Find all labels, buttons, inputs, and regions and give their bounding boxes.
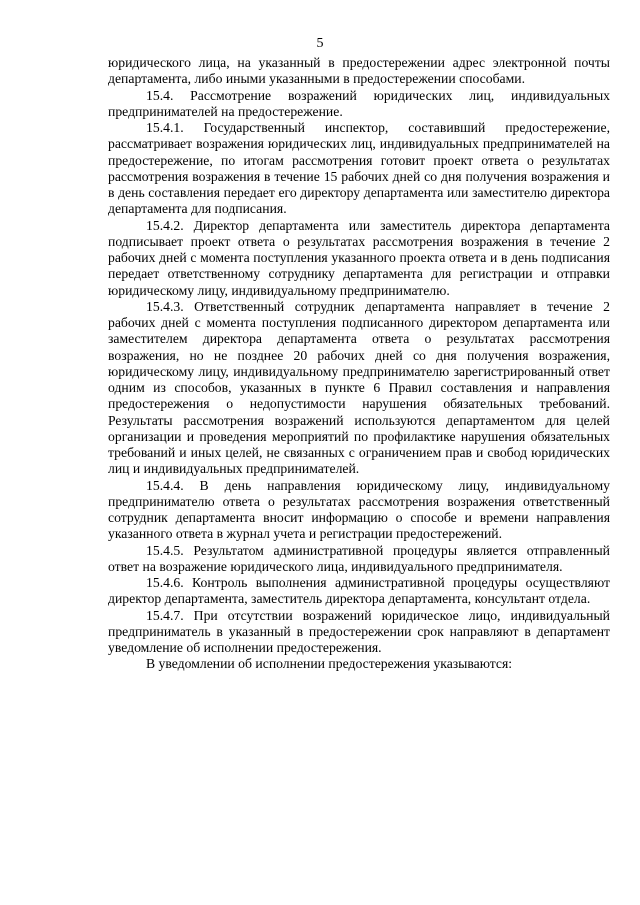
page-number: 5 [316, 36, 324, 51]
document-body [108, 55, 610, 673]
paragraph-notification-intro: В уведомлении об исполнении предостережения указываются: [146, 656, 513, 672]
paragraph-15-4-4: 15.4.4. В день направления юридическому лицу, индивидуальному предпринимателю ответа о результатах рассмотрения возражения ответственный сотрудник департамента вносит информацию о способе и времени направления указанного ответа в журнал учета и регистрации предостережений. [108, 477, 610, 542]
paragraph-15-4-5: 15.4.5. Результатом административной процедуры является отправленный ответ на возражение юридического лица, индивидуального предпринимателя. [108, 542, 610, 574]
paragraph-continuation: юридического лица, на указанный в предостережении адрес электронной почты департамента, либо иными указанными в предостережении способами. [108, 55, 610, 87]
paragraph-15-4-7: 15.4.7. При отсутствии возражений юридическое лицо, индивидуальный предприниматель в указанный в предостережении срок направляют в департамент уведомление об исполнении предостережения. [108, 607, 610, 655]
paragraph-15-4-2: 15.4.2. Директор департамента или заместитель директора департамента подписывает проект ответа о результатах рассмотрения возражения в течение 2 рабочих дней с момента поступления указанного проекта ответа и в день подписания передает ответственному сотруднику департамента для регистрации и отправки юридическому лицу, индивидуальному предпринимателю. [108, 217, 610, 298]
paragraph-15-4-1: 15.4.1. Государственный инспектор, составивший предостережение, рассматривает возражения юридических лиц, индивидуальных предпринимателей на предостережение, по итогам рассмотрения готовит проект ответа о результатах рассмотрения возражения в течение 15 рабочих дней со дня получения возражения и в день составления передает его директору департамента или заместителю директора департамента для подписания. [108, 120, 610, 217]
paragraph-15-4-6: 15.4.6. Контроль выполнения административной процедуры осуществляют директор департамента, заместитель директора департамента, консультант отдела. [108, 575, 610, 607]
paragraph-15-4-3: 15.4.3. Ответственный сотрудник департамента направляет в течение 2 рабочих дней с момента поступления подписанного директором департамента или заместителем директора департамента ответа о результатах рассмотрения возражения, но не позднее 20 рабочих дней со дня получения возражения, юридическому лицу, индивидуальному предпринимателю зарегистрированный ответ одним из способов, указанных в пункте 6 Правил составления и направления предостережения о недопустимости нарушения обязательных требований. Результаты рассмотрения возражений используются департаментом для целей организации и проведения мероприятий по профилактике нарушения обязательных требований и иных целей, не связанных с ограничением прав и свобод юридических лиц и индивидуальных предпринимателей. [108, 298, 610, 477]
paragraph-15-4: 15.4. Рассмотрение возражений юридических лиц, индивидуальных предпринимателей на предостережение. [108, 87, 610, 119]
